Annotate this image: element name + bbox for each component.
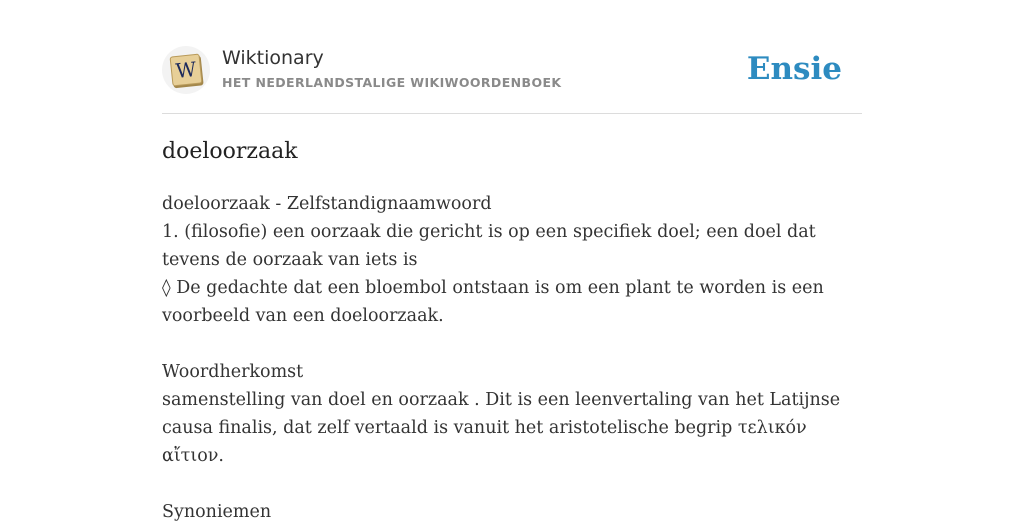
synonyms-heading: Synoniemen [162, 502, 272, 522]
definition: 1. (filosofie) een oorzaak die gericht is op een specifiek doel; een doel dat tevens de oorzaak van iets is [162, 222, 816, 270]
header [162, 0, 862, 114]
ensie-logo[interactable]: Ensie [746, 51, 842, 87]
spacer [162, 470, 862, 498]
example-sentence: ◊ De gedachte dat een bloembol ontstaan is om een plant te worden is een voorbeeld van een doeloorzaak. [162, 278, 824, 326]
wiktionary-logo[interactable] [162, 46, 210, 94]
page-title: doeloorzaak [162, 139, 298, 164]
brand-tagline: HET NEDERLANDSTALIGE WIKIWOORDENBOEK [222, 75, 562, 90]
wiktionary-tile-icon: W [170, 54, 203, 87]
page [162, 0, 862, 522]
spacer [162, 330, 862, 358]
brand-name[interactable]: Wiktionary [222, 47, 324, 69]
entry-content [162, 190, 862, 526]
etymology-heading: Woordherkomst [162, 362, 304, 382]
etymology-text: samenstelling van doel en oorzaak . Dit is een leenvertaling van het Latijnse causa finalis, dat zelf vertaald is vanuit het aristotelische begrip τελικόν αἴτιον. [162, 390, 841, 466]
word-type-line: doeloorzaak - Zelfstandignaamwoord [162, 194, 492, 214]
